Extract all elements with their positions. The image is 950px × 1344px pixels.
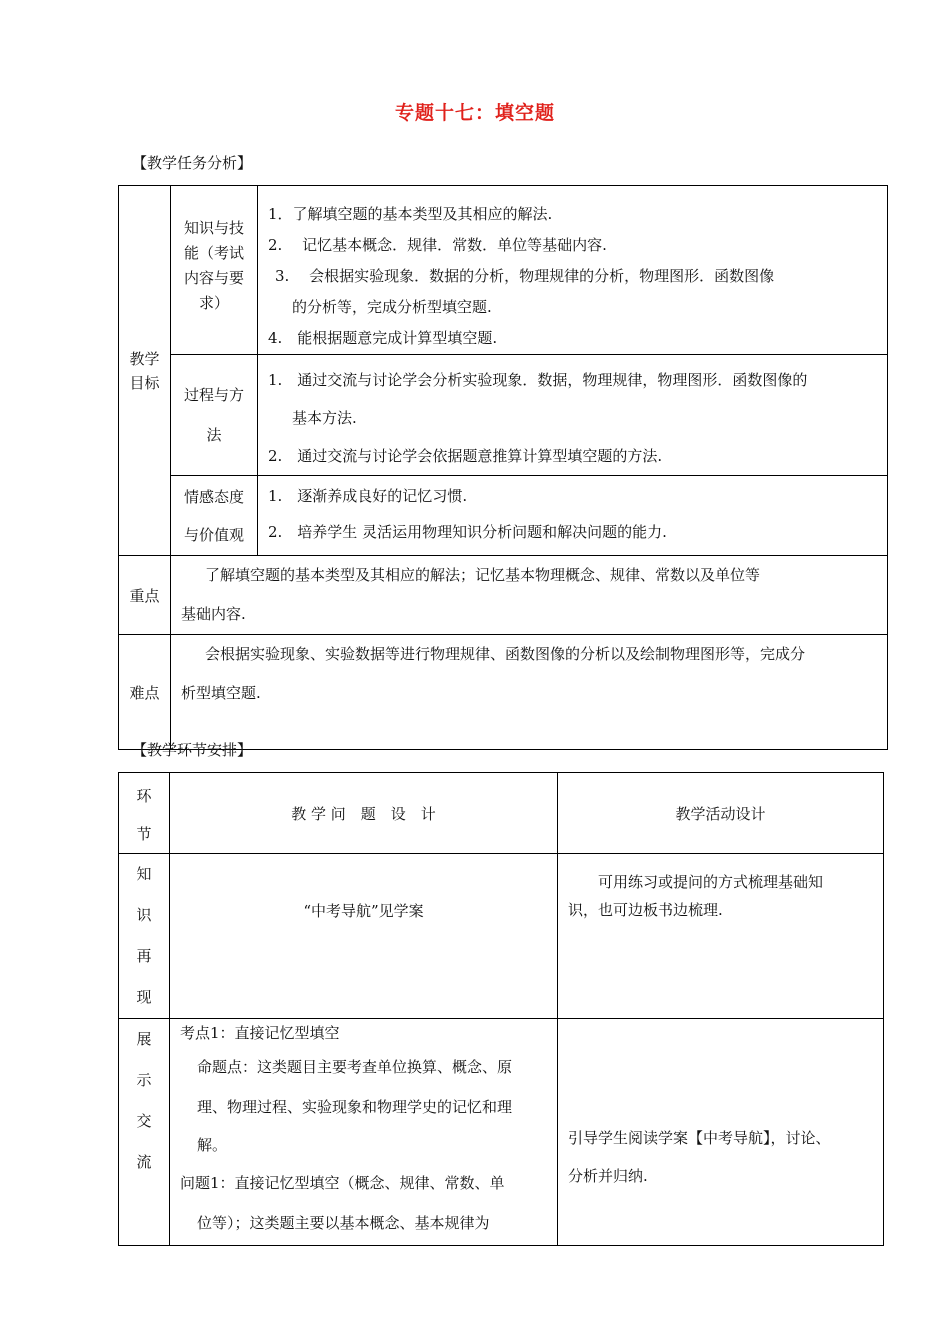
activity-line: 引导学生阅读学案【中考导航】，讨论、 bbox=[568, 1129, 831, 1147]
key-point-line: 了解填空题的基本类型及其相应的解法；记忆基本物理概念、规律、常数以及单位等 bbox=[205, 566, 761, 584]
stage-char: 再 bbox=[136, 947, 152, 965]
header-activity-cell: 教学活动设计 bbox=[558, 773, 884, 854]
emotion-label-line: 与价值观 bbox=[183, 525, 244, 544]
difficulty-line: 会根据实验现象、实验数据等进行物理规律、函数图像的分析以及绘制物理图形等，完成分 bbox=[205, 645, 806, 663]
emotion-label-line: 情感态度 bbox=[183, 487, 244, 506]
activity-show-exchange-cell bbox=[558, 1019, 884, 1246]
design-knowledge-review-cell bbox=[170, 854, 558, 1019]
stage-char: 现 bbox=[136, 988, 152, 1006]
emotion-attitude-label-cell bbox=[171, 476, 258, 556]
stage-char: 流 bbox=[136, 1153, 152, 1171]
design-line: 问题1：直接记忆型填空（概念、规律、常数、单 bbox=[180, 1174, 505, 1192]
process-method-label-cell bbox=[171, 355, 258, 476]
activity-line: 可用练习或提问的方式梳理基础知 bbox=[598, 873, 824, 891]
emotion-item: 1. 逐渐养成良好的记忆习惯. bbox=[268, 487, 468, 505]
goals-label-line2: 目标 bbox=[129, 373, 160, 392]
knowledge-label-line: 能（考试 bbox=[183, 244, 244, 262]
design-line: 解。 bbox=[197, 1136, 228, 1154]
activity-line: 识，也可边板书边梳理. bbox=[568, 901, 723, 919]
goals-label-cell bbox=[119, 186, 171, 556]
stage-knowledge-review-cell bbox=[119, 854, 170, 1019]
difficulty-content-cell bbox=[171, 635, 888, 750]
knowledge-item: 2. 记忆基本概念．规律．常数．单位等基础内容. bbox=[268, 236, 607, 254]
knowledge-label-line: 内容与要 bbox=[183, 269, 244, 287]
knowledge-skill-content-cell bbox=[258, 186, 888, 355]
process-method-content-cell bbox=[258, 355, 888, 476]
process-label-line: 过程与方 bbox=[183, 386, 244, 404]
key-point-content-cell bbox=[171, 556, 888, 635]
knowledge-item: 3. 会根据实验现象．数据的分析，物理规律的分析，物理图形．函数图像 bbox=[275, 267, 775, 285]
activity-line: 分析并归纳. bbox=[568, 1167, 648, 1185]
stage-char: 知 bbox=[136, 865, 152, 883]
design-line: 考点1：直接记忆型填空 bbox=[180, 1024, 340, 1042]
knowledge-label-line: 求） bbox=[198, 294, 229, 312]
goals-label-line1: 教学 bbox=[129, 349, 160, 368]
process-item: 1. 通过交流与讨论学会分析实验现象．数据，物理规律，物理图形．函数图像的 bbox=[268, 371, 808, 389]
process-label-line: 法 bbox=[206, 426, 222, 444]
design-text: “中考导航”见学案 bbox=[303, 902, 424, 920]
section-label-task-analysis: 【教学任务分析】 bbox=[132, 154, 253, 172]
knowledge-item: 1．了解填空题的基本类型及其相应的解法. bbox=[268, 205, 553, 223]
knowledge-skill-label-cell bbox=[171, 186, 258, 355]
header-stage-char: 节 bbox=[136, 825, 152, 843]
knowledge-item: 的分析等，完成分析型填空题. bbox=[292, 298, 492, 316]
header-stage-char: 环 bbox=[136, 787, 152, 805]
emotion-attitude-content-cell bbox=[258, 476, 888, 556]
stage-show-exchange-cell bbox=[119, 1019, 170, 1246]
key-point-line: 基础内容. bbox=[181, 605, 246, 623]
process-item: 基本方法. bbox=[292, 409, 357, 427]
stage-char: 展 bbox=[136, 1030, 152, 1048]
emotion-item: 2. 培养学生 灵活运用物理知识分析问题和解决问题的能力. bbox=[268, 523, 667, 541]
section-label-arrangement: 【教学环节安排】 bbox=[132, 741, 253, 759]
design-line: 理、物理过程、实验现象和物理学史的记忆和理 bbox=[197, 1098, 513, 1116]
knowledge-label-line: 知识与技 bbox=[183, 219, 244, 237]
task-analysis-table bbox=[118, 185, 888, 750]
arrangement-table bbox=[118, 772, 884, 1246]
header-design-cell: 教 学 问 题 设 计 bbox=[170, 773, 558, 854]
stage-char: 示 bbox=[136, 1071, 152, 1089]
stage-char: 交 bbox=[136, 1112, 152, 1130]
key-point-label-cell: 重点 bbox=[119, 556, 171, 635]
activity-knowledge-review-cell bbox=[558, 854, 884, 1019]
design-line: 命题点：这类题目主要考查单位换算、概念、原 bbox=[197, 1058, 513, 1076]
difficulty-label-cell: 难点 bbox=[119, 635, 171, 750]
stage-char: 识 bbox=[136, 906, 152, 924]
document-title: 专题十七：填空题 bbox=[394, 102, 555, 124]
process-item: 2. 通过交流与讨论学会依据题意推算计算型填空题的方法. bbox=[268, 447, 663, 465]
design-line: 位等）；这类题主要以基本概念、基本规律为 bbox=[197, 1214, 490, 1232]
knowledge-item: 4. 能根据题意完成计算型填空题. bbox=[268, 329, 498, 347]
design-show-exchange-cell bbox=[170, 1019, 558, 1246]
header-stage-cell bbox=[119, 773, 170, 854]
difficulty-line: 析型填空题. bbox=[181, 684, 261, 702]
